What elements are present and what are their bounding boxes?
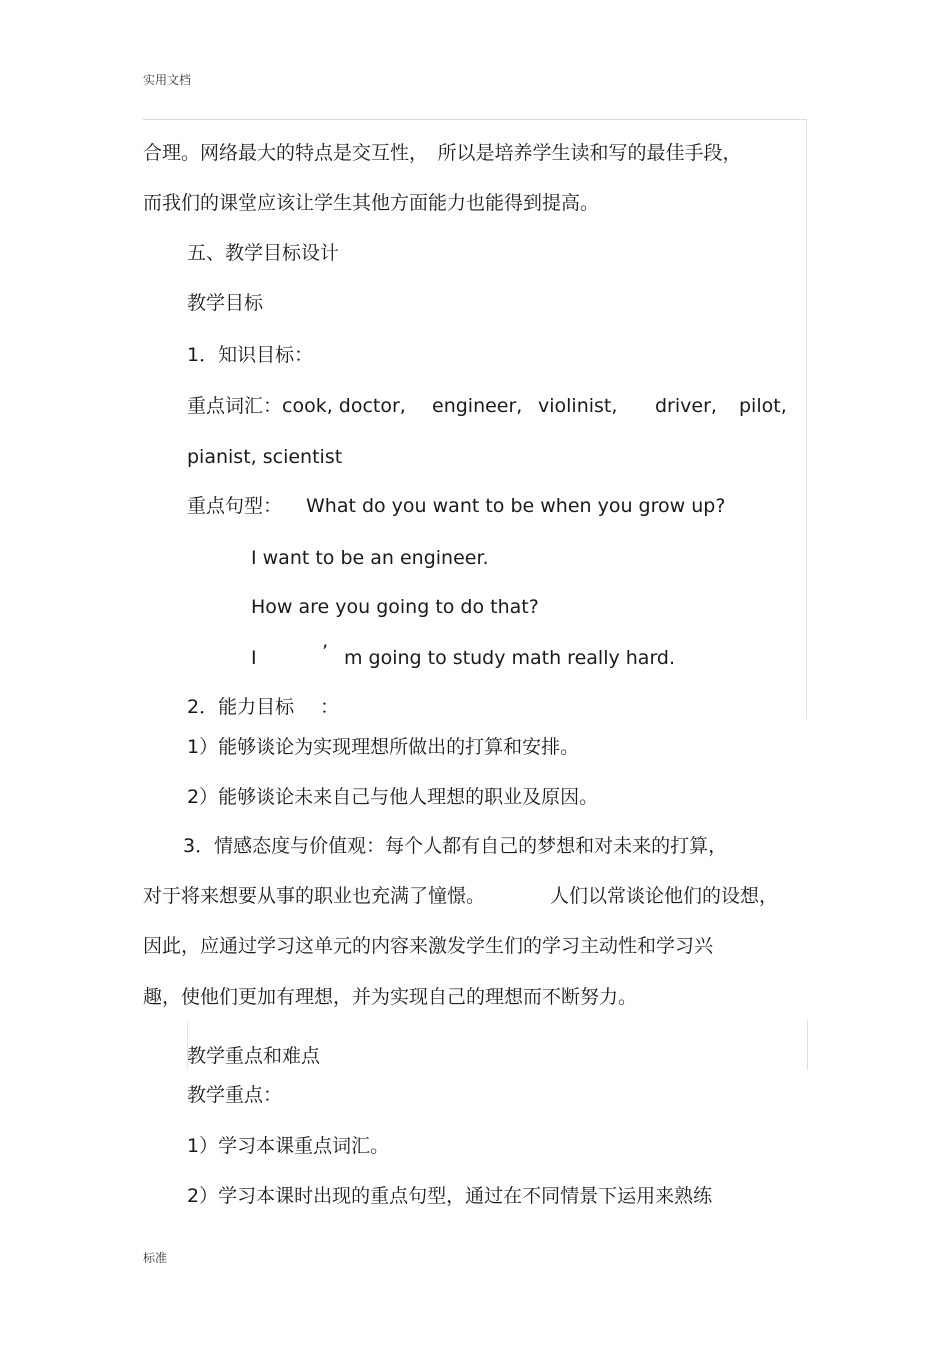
section-heading: 五、教学目标设计 <box>187 242 340 264</box>
list-item: 1）能够谈论为实现理想所做出的打算和安排。 <box>187 736 580 758</box>
paragraph-line: 而我们的课堂应该让学生其他方面能力也能得到提高。 <box>143 192 600 214</box>
list-heading: 1．知识目标： <box>187 344 314 366</box>
vocab-word: engineer, <box>432 395 523 417</box>
apostrophe: ’ <box>322 641 329 663</box>
paragraph-line: 对于将来想要从事的职业也充满了憧憬。 <box>143 885 486 907</box>
paragraph-line: 因此，应通过学习这单元的内容来激发学生们的学习主动性和学习兴 <box>143 935 714 957</box>
list-item: 1）学习本课重点词汇。 <box>187 1135 390 1157</box>
subheading: 教学重点和难点 <box>187 1045 321 1067</box>
vocab-word: driver, <box>655 395 717 417</box>
subheading: 教学重点： <box>187 1084 283 1106</box>
paragraph-line: 人们以常谈论他们的设想， <box>550 885 779 907</box>
vocab-word: violinist, <box>538 395 618 417</box>
sentence-pattern: What do you want to be when you grow up? <box>306 495 726 517</box>
frame-border-top <box>143 119 807 120</box>
list-heading: 2．能力目标 <box>187 696 295 718</box>
subheading: 教学目标 <box>187 292 264 314</box>
sentence-pattern: How are you going to do that? <box>251 596 539 618</box>
vocab-word: pilot, <box>739 395 787 417</box>
vocab-label: 重点词汇：cook, doctor, <box>187 395 406 417</box>
punctuation: ： <box>320 696 340 718</box>
page-header: 实用文档 <box>143 73 192 87</box>
sentence-pattern-part: I <box>251 647 257 669</box>
paragraph-line: 3．情感态度与价值观：每个人都有自己的梦想和对未来的打算， <box>183 835 728 857</box>
frame-border-right-lower <box>807 1020 808 1070</box>
sentence-label: 重点句型： <box>187 495 283 517</box>
frame-border-right <box>806 119 807 719</box>
list-item: 2）能够谈论未来自己与他人理想的职业及原因。 <box>187 786 599 808</box>
paragraph-line: 合理。网络最大的特点是交互性， 所以是培养学生读和写的最佳手段， <box>143 142 742 164</box>
sentence-pattern-part: m going to study math really hard. <box>344 647 676 669</box>
vocab-line: pianist, scientist <box>187 446 343 468</box>
list-item: 2）学习本课时出现的重点句型，通过在不同情景下运用来熟练 <box>187 1185 713 1207</box>
page-footer: 标准 <box>143 1251 168 1265</box>
sentence-pattern: I want to be an engineer. <box>251 547 489 569</box>
paragraph-line: 趣，使他们更加有理想，并为实现自己的理想而不断努力。 <box>143 986 638 1008</box>
